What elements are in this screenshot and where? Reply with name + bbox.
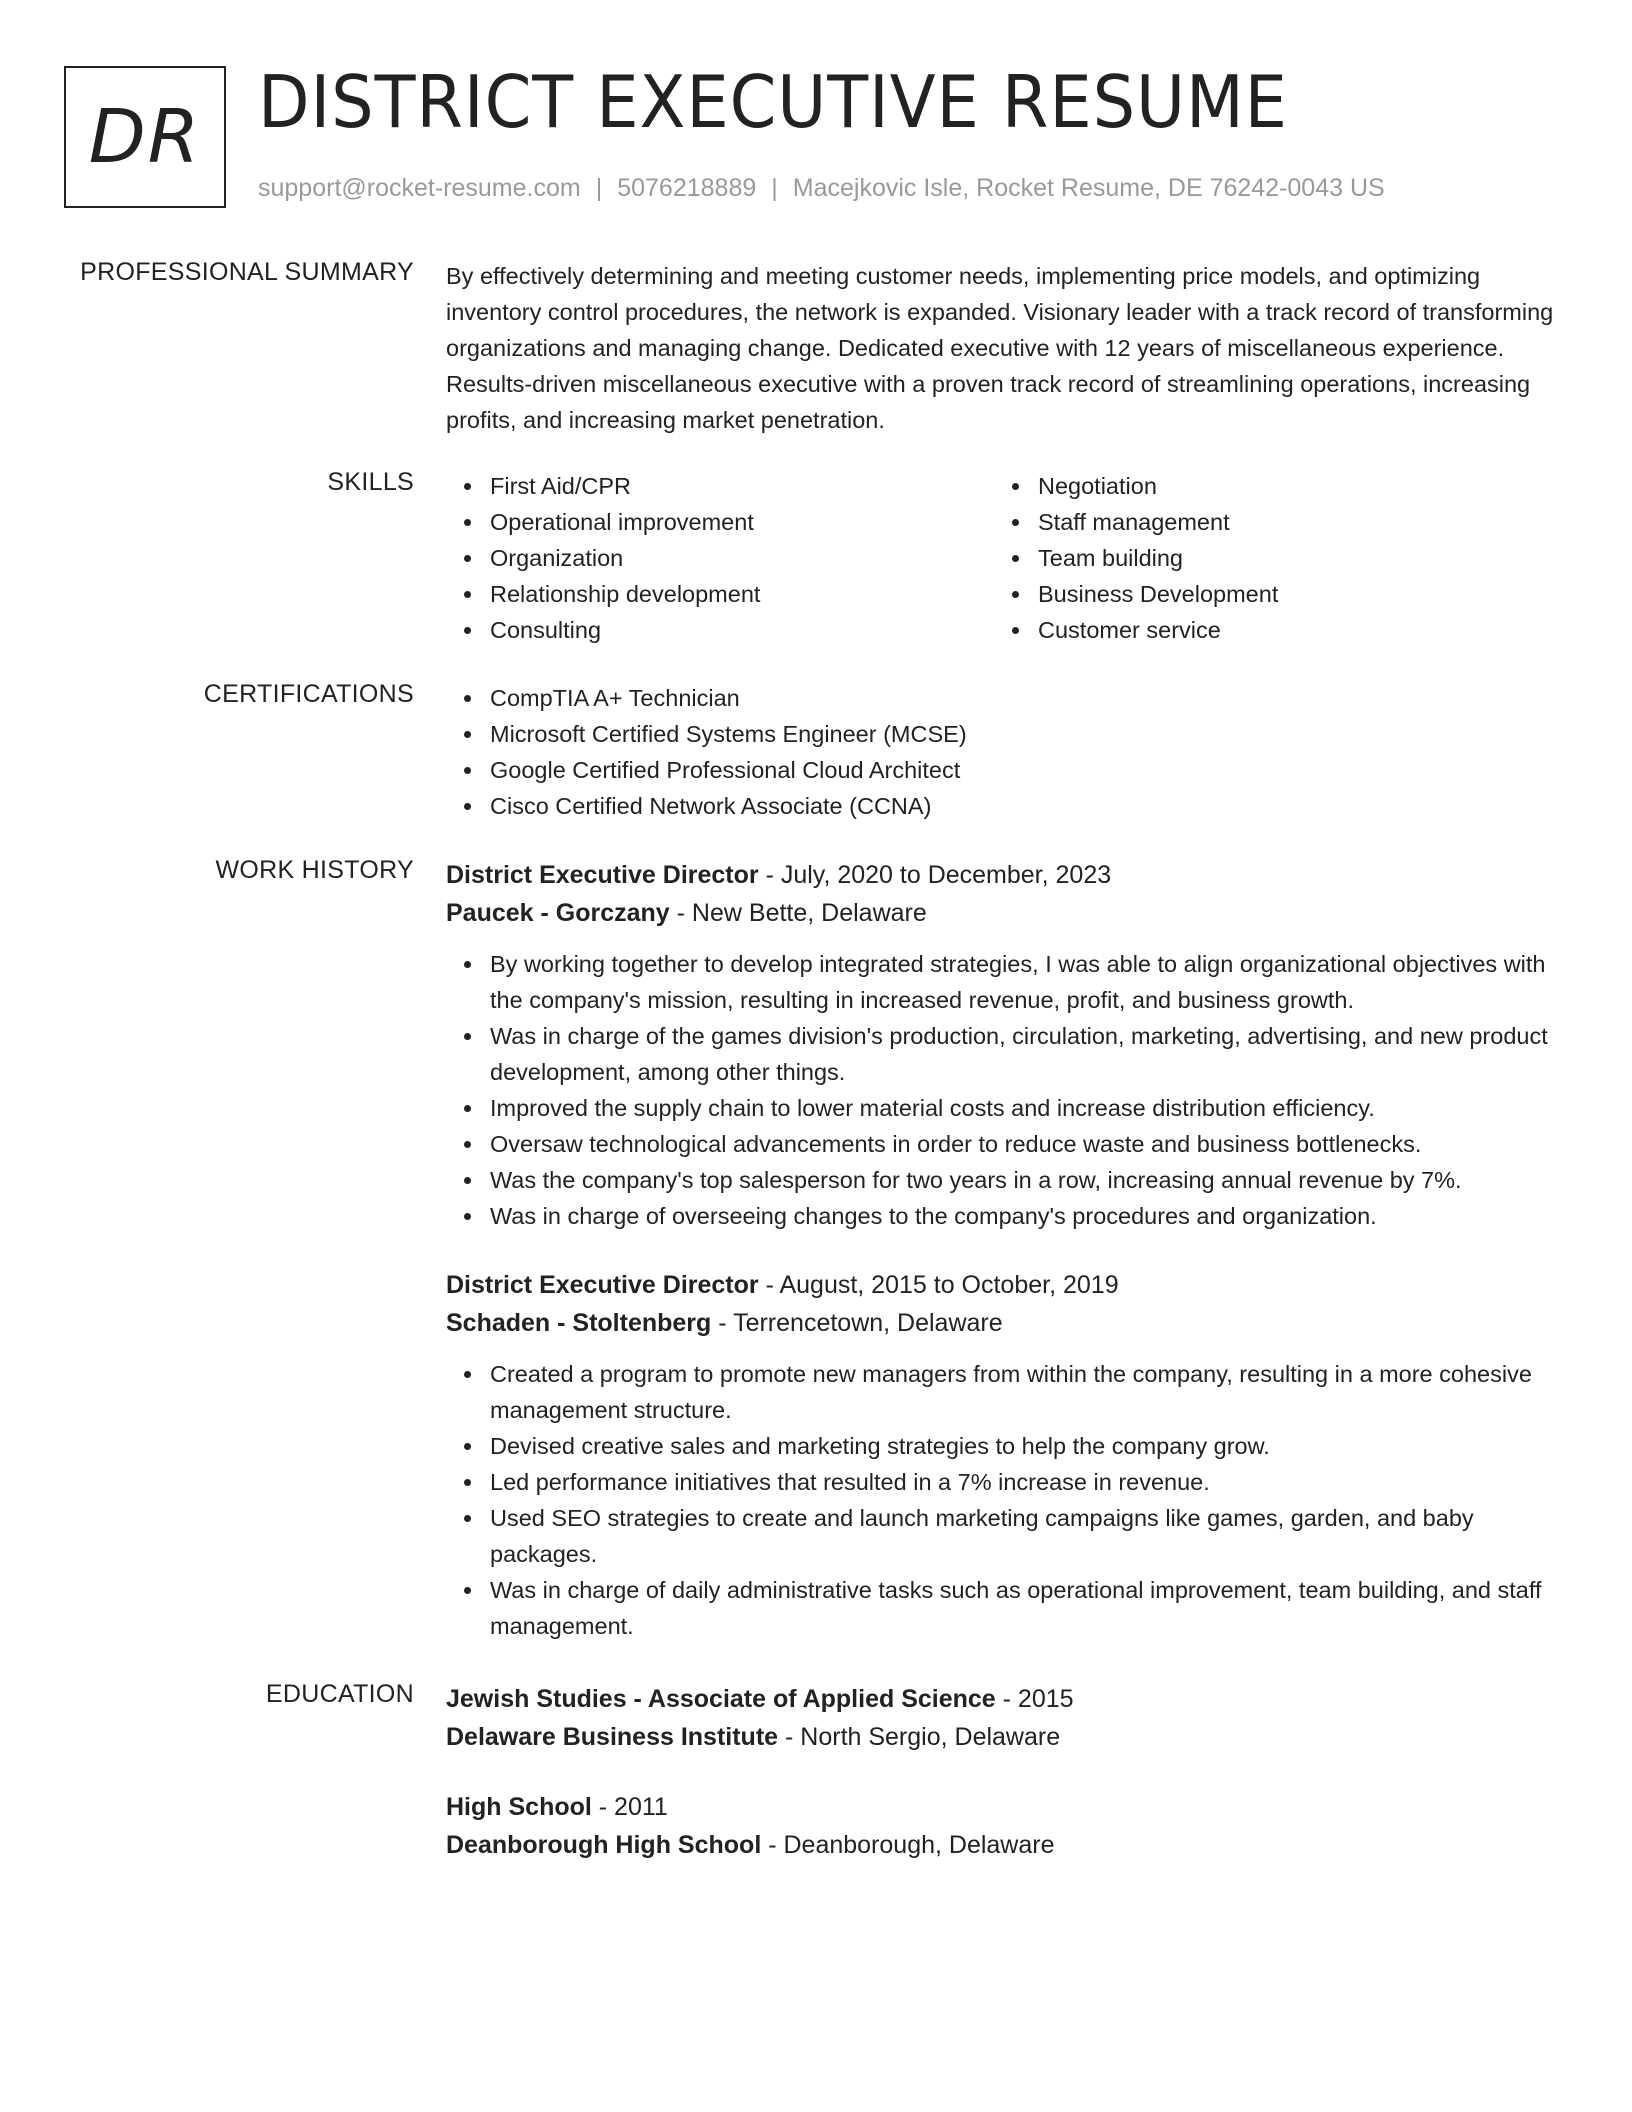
job-bullet: Devised creative sales and marketing strategies to help the company grow. (446, 1428, 1564, 1464)
education-body (446, 1680, 1564, 1864)
job-company-line (446, 894, 1564, 932)
job-bullet: Improved the supply chain to lower material costs and increase distribution efficiency. (446, 1090, 1564, 1126)
job-title: District Executive Director (446, 861, 759, 889)
education-school-line (446, 1826, 1564, 1864)
job-bullet: Used SEO strategies to create and launch marketing campaigns like games, garden, and baby packages. (446, 1500, 1564, 1572)
education-location: - North Sergio, Delaware (778, 1723, 1061, 1751)
skill-item: First Aid/CPR (446, 468, 994, 504)
education-degree-line (446, 1788, 1564, 1826)
contact-phone[interactable]: 5076218889 (617, 174, 757, 202)
skills-list-right (994, 468, 1542, 648)
skill-item: Consulting (446, 612, 994, 648)
skill-item: Operational improvement (446, 504, 994, 540)
contact-separator: | (595, 174, 603, 202)
job-bullet: Was in charge of overseeing changes to the company's procedures and organization. (446, 1198, 1564, 1234)
job-entry (446, 856, 1564, 1234)
education-location: - Deanborough, Delaware (761, 1831, 1055, 1859)
certification-item: CompTIA A+ Technician (446, 680, 1564, 716)
skill-item: Negotiation (994, 468, 1542, 504)
resume-header (64, 60, 1568, 210)
education-entry (446, 1680, 1564, 1756)
job-bullet: Was the company's top salesperson for two years in a row, increasing annual revenue by 7%. (446, 1162, 1564, 1198)
contact-address: Macejkovic Isle, Rocket Resume, DE 76242-0043 US (792, 174, 1385, 202)
certifications-body (446, 680, 1564, 824)
summary-text: By effectively determining and meeting customer needs, implementing price models, and optimizing inventory control procedures, the network is expanded. Visionary leader with a track record of transforming organizations and managing change. Dedicated executive with 12 years of miscellaneous experience. Results-driven miscellaneous executive with a proven track record of streamlining operations, increasing profits, and increasing market penetration. (446, 263, 1554, 433)
job-company-line (446, 1304, 1564, 1342)
job-bullet: By working together to develop integrated strategies, I was able to align organizational objectives with the company's mission, resulting in increased revenue, profit, and business growth. (446, 946, 1564, 1018)
monogram-badge: DR (64, 66, 226, 208)
contact-line (258, 174, 1385, 203)
job-bullet: Was in charge of daily administrative tasks such as operational improvement, team building, and staff management. (446, 1572, 1564, 1644)
education-year: - 2011 (591, 1793, 668, 1821)
skill-item: Team building (994, 540, 1542, 576)
job-location: - New Bette, Delaware (669, 899, 927, 927)
section-label-skills: SKILLS (327, 468, 414, 496)
job-title-line (446, 856, 1564, 894)
job-bullet: Oversaw technological advancements in order to reduce waste and business bottlenecks. (446, 1126, 1564, 1162)
job-title: District Executive Director (446, 1271, 759, 1299)
page-title: DISTRICT EXECUTIVE RESUME (258, 60, 1288, 144)
education-school-line (446, 1718, 1564, 1756)
skill-item: Relationship development (446, 576, 994, 612)
contact-separator: | (771, 174, 778, 202)
skill-item: Staff management (994, 504, 1542, 540)
job-bullets (446, 946, 1564, 1234)
skill-item: Business Development (994, 576, 1542, 612)
job-bullet: Was in charge of the games division's production, circulation, marketing, advertising, and new product development, among other things. (446, 1018, 1564, 1090)
certification-item: Cisco Certified Network Associate (CCNA) (446, 788, 1564, 824)
job-bullet: Led performance initiatives that resulted in a 7% increase in revenue. (446, 1464, 1564, 1500)
job-bullet: Created a program to promote new managers from within the company, resulting in a more cohesive management structure. (446, 1356, 1564, 1428)
education-school: Delaware Business Institute (446, 1723, 779, 1751)
skills-grid (446, 468, 1564, 648)
education-degree-line (446, 1680, 1564, 1718)
certification-item: Microsoft Certified Systems Engineer (MCSE) (446, 716, 1564, 752)
certification-item: Google Certified Professional Cloud Architect (446, 752, 1564, 788)
education-degree: Jewish Studies - Associate of Applied Science (446, 1685, 996, 1713)
education-entry (446, 1788, 1564, 1864)
job-location: - Terrencetown, Delaware (711, 1309, 1003, 1337)
job-title-line (446, 1266, 1564, 1304)
education-year: - 2015 (995, 1685, 1074, 1713)
section-label-work: WORK HISTORY (215, 856, 414, 884)
education-school: Deanborough High School (446, 1831, 762, 1859)
skills-list-left (446, 468, 994, 648)
job-company: Paucek - Gorczany (446, 899, 670, 927)
section-label-summary: PROFESSIONAL SUMMARY (80, 258, 414, 286)
education-degree: High School (446, 1793, 592, 1821)
skill-item: Customer service (994, 612, 1542, 648)
certifications-list (446, 680, 1564, 824)
job-dates: - August, 2015 to October, 2019 (758, 1271, 1119, 1299)
contact-email[interactable]: support@rocket-resume.com (258, 174, 581, 202)
job-dates: - July, 2020 to December, 2023 (758, 861, 1112, 889)
job-bullets (446, 1356, 1564, 1644)
skill-item: Organization (446, 540, 994, 576)
section-label-certifications: CERTIFICATIONS (203, 680, 414, 708)
job-entry (446, 1266, 1564, 1644)
work-body (446, 856, 1564, 1644)
job-company: Schaden - Stoltenberg (446, 1309, 712, 1337)
section-label-education: EDUCATION (265, 1680, 414, 1708)
